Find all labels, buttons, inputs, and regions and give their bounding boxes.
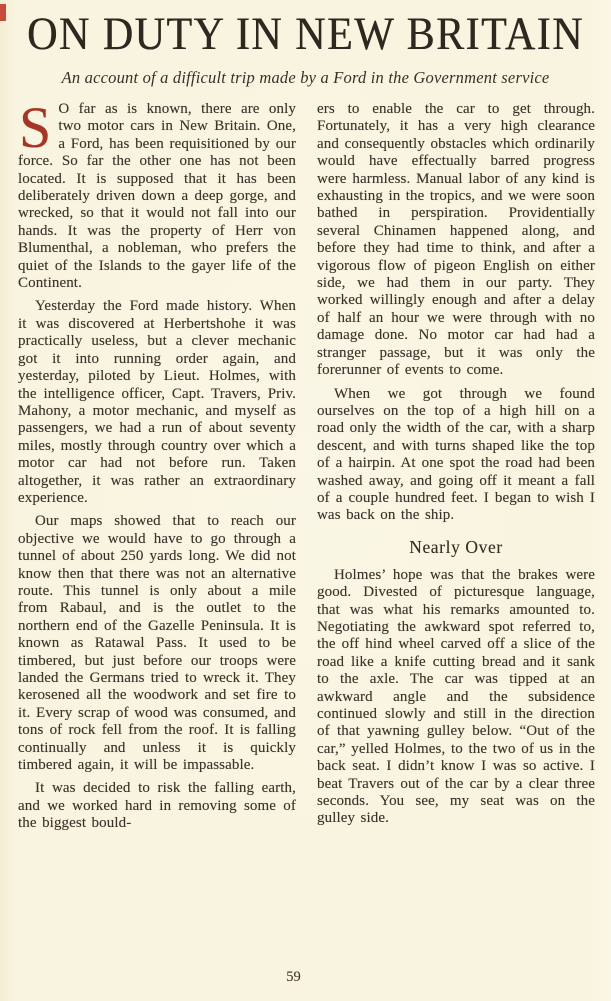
paragraph: Holmes’ hope was that the brakes were good. Divested of picturesque language, that was what his remarks amounted to. Negotiating the awkward spot referred to, the off hind wheel carved off a slice of the road like a knife cutting bread and it sank to the axle. The car was tipped at an awkward angle and the subsidence continued slowly and still in the direction of that yawning gulley below. “Out of the car,” yelled Holmes, to the two of us in the back seat. I didn’t know I was so active. I beat Travers out of the car by a clear three seconds. You see, my seat was on the gulley side.: [317, 566, 595, 827]
masthead: [0, 10, 611, 88]
paragraph-text: O far as is known, there are only two motor cars in New Britain. One, a Ford, has been requisitioned by our force. So far the other one has not been located. It is supposed that it has been deliberately driven down a deep gorge, and wrecked, so that it would not fall into our hands. It was the property of Herr von Blumenthal, a nobleman, who prefers the quiet of the Islands to the gayer life of the Continent.: [18, 101, 296, 292]
paragraph: When we got through we found ourselves on the top of a high hill on a road only the width of the car, with a sharp descent, and with turns shaped like the top of a hairpin. At one spot the road had been washed away, and going off it meant a fall of a couple hundred feet. I began to wish I was back on the ship.: [317, 385, 595, 524]
article-title: ON DUTY IN NEW BRITAIN: [27, 8, 584, 61]
article-body: [18, 95, 595, 955]
paragraph-continuation: ers to enable the car to get through. Fortunately, it has a very high clearance and consequently obstacles which ordinarily would have effectually barred progress were harmless. Manual labor of any kind is exhausting in the tropics, and we were soon bathed in perspiration. Providentially several Chinamen happened along, and before they had time to think, and after a vigorous flow of pigeon English on either side, we had them in our party. They worked willingly enough and after a delay of half an hour we were through with no damage done. No motor car had had a stranger passage, but it was only the forerunner of events to come.: [317, 101, 595, 379]
column-right: [317, 101, 595, 955]
section-heading: Nearly Over: [409, 536, 503, 557]
article-subtitle: An account of a difficult trip made by a Ford in the Government service: [61, 68, 550, 88]
column-left: [18, 95, 296, 955]
paragraph-dropcap: [18, 95, 296, 292]
paragraph: Our maps showed that to reach our objective we would have to go through a tunnel of about 250 yards long. We did not know then that there was not an alternative route. This tunnel is only about a mile from Rabaul, and is the outlet to the northern end of the Gazelle Peninsula. It is known as Ratawal Pass. It used to be timbered, but just before our troops were landed the Germans tried to wreck it. They kerosened all the woodwork and set fire to it. Every scrap of wood was consumed, and tons of rock fell from the roof. It is falling continually and unless it is quickly timbered again, it will be impassable.: [18, 513, 296, 774]
page-number: 59: [286, 969, 301, 985]
drop-cap-letter: S: [19, 95, 52, 160]
paragraph: Yesterday the Ford made history. When it was discovered at Herbertshohe it was practically useless, but a clever mechanic got it into running order again, and yesterday, piloted by Lieut. Holmes, with the intelligence officer, Capt. Travers, Priv. Mahony, a motor mechanic, and myself as passengers, we had a run of about seventy miles, mostly through country over which a motor car had not before run. Taken altogether, it was rather an extraordinary experience.: [18, 298, 296, 506]
paragraph: It was decided to risk the falling earth, and we worked hard in removing some of the biggest bould-: [18, 780, 296, 832]
